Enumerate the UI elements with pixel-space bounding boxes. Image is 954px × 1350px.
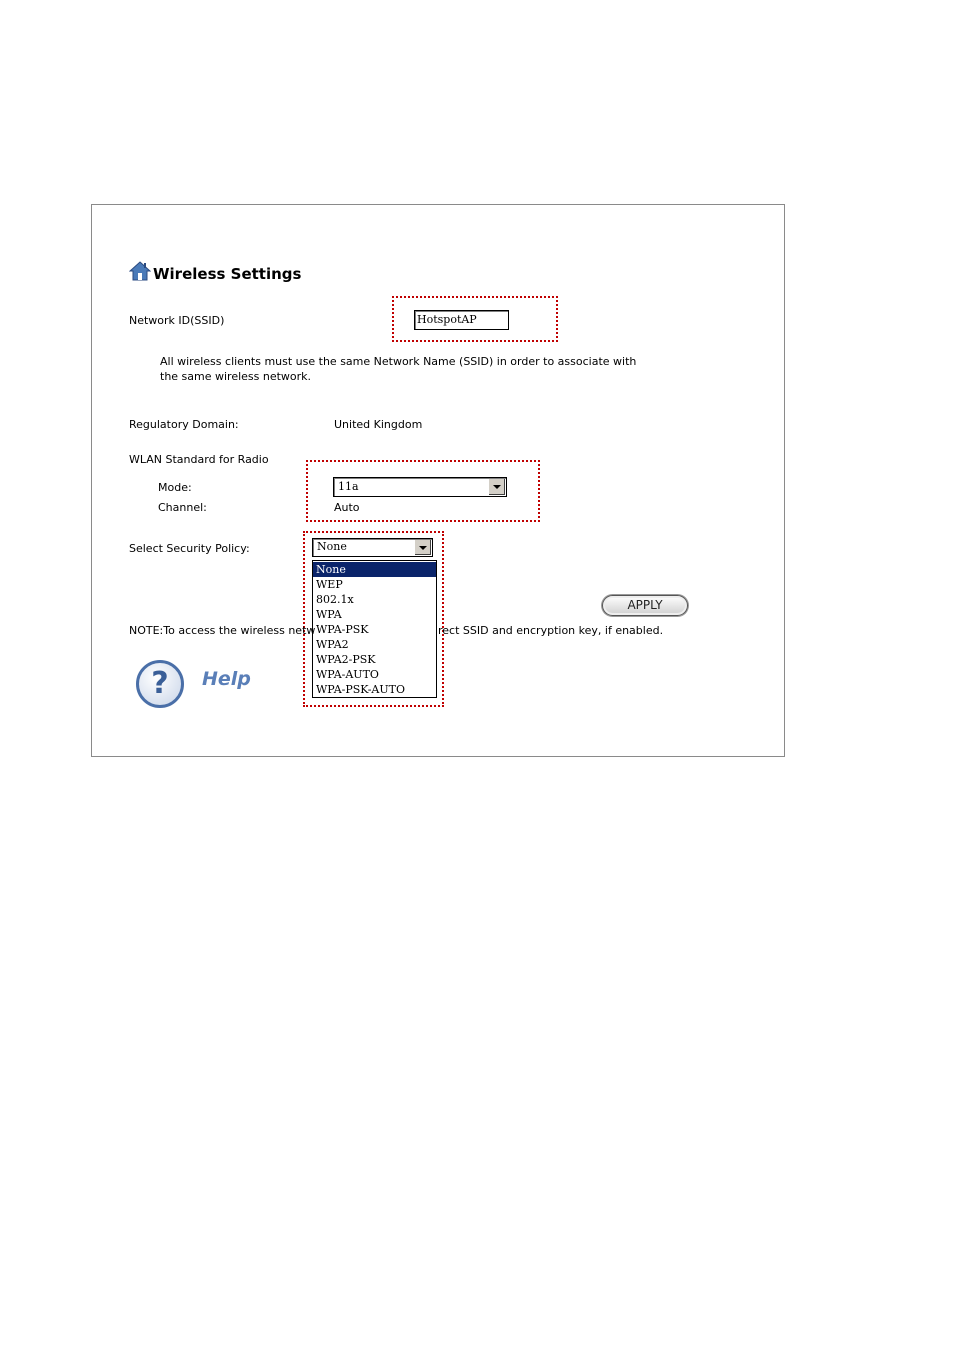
security-option-8021x[interactable]: 802.1x <box>316 593 354 606</box>
page-title: Wireless Settings <box>153 265 302 283</box>
security-select[interactable] <box>312 538 433 557</box>
security-label: Select Security Policy: <box>129 542 250 555</box>
security-option-wpa[interactable]: WPA <box>316 608 342 621</box>
mode-select-value: 11a <box>338 480 359 493</box>
wlan-label: WLAN Standard for Radio <box>129 453 269 466</box>
security-option-wpa-psk-auto[interactable]: WPA-PSK-AUTO <box>316 683 405 696</box>
ssid-note-line1: All wireless clients must use the same Network Name (SSID) in order to associate with <box>160 355 637 368</box>
help-link[interactable] <box>136 660 286 716</box>
settings-panel <box>91 204 785 757</box>
home-icon <box>129 260 151 282</box>
regulatory-value: United Kingdom <box>334 418 423 431</box>
ssid-note-line2: the same wireless network. <box>160 370 312 383</box>
channel-label: Channel: <box>158 501 207 514</box>
apply-button[interactable]: APPLY <box>602 595 688 616</box>
security-dropdown-list <box>312 560 437 698</box>
security-select-value: None <box>317 540 347 553</box>
note-text-left: NOTE:To access the wireless netw <box>129 624 316 637</box>
security-option-wep[interactable]: WEP <box>316 578 343 591</box>
security-option-wpa2[interactable]: WPA2 <box>316 638 349 651</box>
help-label: Help <box>202 668 251 690</box>
mode-select[interactable] <box>333 477 507 497</box>
channel-value: Auto <box>334 501 360 514</box>
regulatory-label: Regulatory Domain: <box>129 418 239 431</box>
chevron-down-icon[interactable] <box>414 540 431 555</box>
security-option-wpa2-psk[interactable]: WPA2-PSK <box>316 653 376 666</box>
chevron-down-icon[interactable] <box>488 479 505 495</box>
ssid-label: Network ID(SSID) <box>129 314 225 327</box>
ssid-input[interactable]: HotspotAP <box>414 310 509 330</box>
security-option-wpa-auto[interactable]: WPA-AUTO <box>316 668 379 681</box>
note-text-right: rect SSID and encryption key, if enabled. <box>438 624 664 637</box>
help-question-icon: ? <box>136 660 184 708</box>
mode-label: Mode: <box>158 481 192 494</box>
security-option-wpa-psk[interactable]: WPA-PSK <box>316 623 369 636</box>
security-option-none[interactable]: None <box>313 562 436 577</box>
